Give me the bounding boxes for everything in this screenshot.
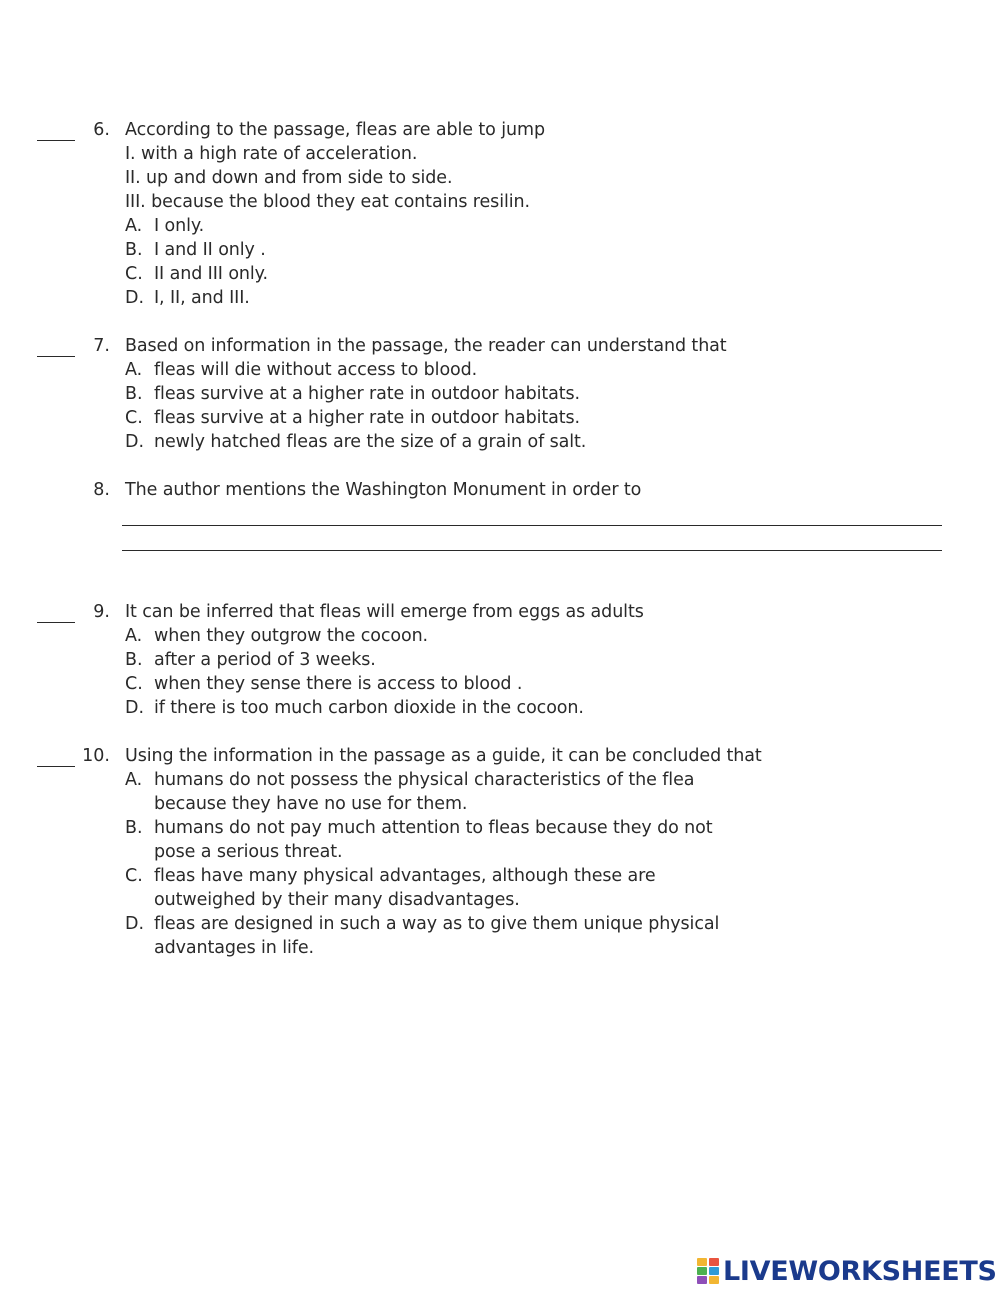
option-text: fleas survive at a higher rate in outdoor habitats. xyxy=(154,384,580,404)
question-stem: The author mentions the Washington Monument in order to xyxy=(125,480,642,500)
liveworksheets-logo xyxy=(697,1256,997,1286)
question-stem: According to the passage, fleas are able to jump xyxy=(125,120,545,140)
option-letter: C. xyxy=(125,866,143,886)
option-text: if there is too much carbon dioxide in the cocoon. xyxy=(154,698,584,718)
logo-blocks-icon xyxy=(697,1258,721,1284)
option-text-continued: advantages in life. xyxy=(154,938,314,958)
option-text: humans do not pay much attention to fleas because they do not xyxy=(154,818,713,838)
option-text-continued: because they have no use for them. xyxy=(154,794,468,814)
option-letter: A. xyxy=(125,360,143,380)
answer-line[interactable] xyxy=(122,525,942,526)
question-stem: Based on information in the passage, the reader can understand that xyxy=(125,336,727,356)
question-number: 7. xyxy=(93,336,110,356)
statement-item: I. with a high rate of acceleration. xyxy=(125,144,418,164)
option-text-continued: outweighed by their many disadvantages. xyxy=(154,890,520,910)
option-text: I, II, and III. xyxy=(154,288,250,308)
answer-blank-q7[interactable] xyxy=(37,356,75,357)
option-letter: A. xyxy=(125,770,143,790)
option-text: I only. xyxy=(154,216,205,236)
option-text: humans do not possess the physical characteristics of the flea xyxy=(154,770,695,790)
option-text: fleas are designed in such a way as to give them unique physical xyxy=(154,914,720,934)
question-stem: It can be inferred that fleas will emerge from eggs as adults xyxy=(125,602,644,622)
option-letter: B. xyxy=(125,384,143,404)
option-text: after a period of 3 weeks. xyxy=(154,650,376,670)
option-text: fleas will die without access to blood. xyxy=(154,360,478,380)
option-letter: B. xyxy=(125,818,143,838)
option-text: when they outgrow the cocoon. xyxy=(154,626,429,646)
option-letter: C. xyxy=(125,408,143,428)
question-number: 9. xyxy=(93,602,110,622)
question-number: 10. xyxy=(82,746,110,766)
option-text: fleas have many physical advantages, although these are xyxy=(154,866,656,886)
question-number: 6. xyxy=(93,120,110,140)
option-letter: B. xyxy=(125,650,143,670)
option-letter: B. xyxy=(125,240,143,260)
answer-line[interactable] xyxy=(122,550,942,551)
option-text: II and III only. xyxy=(154,264,268,284)
option-letter: C. xyxy=(125,674,143,694)
logo-text: LIVEWORKSHEETS xyxy=(723,1255,997,1287)
statement-item: II. up and down and from side to side. xyxy=(125,168,453,188)
answer-blank-q6[interactable] xyxy=(37,140,75,141)
answer-blank-q9[interactable] xyxy=(37,622,75,623)
option-letter: D. xyxy=(125,914,145,934)
answer-blank-q10[interactable] xyxy=(37,766,75,767)
question-stem: Using the information in the passage as a guide, it can be concluded that xyxy=(125,746,762,766)
question-number: 8. xyxy=(93,480,110,500)
option-text: newly hatched fleas are the size of a grain of salt. xyxy=(154,432,587,452)
option-letter: D. xyxy=(125,698,145,718)
option-letter: A. xyxy=(125,216,143,236)
option-letter: D. xyxy=(125,288,145,308)
option-letter: C. xyxy=(125,264,143,284)
option-text: when they sense there is access to blood . xyxy=(154,674,523,694)
option-text: fleas survive at a higher rate in outdoor habitats. xyxy=(154,408,580,428)
option-letter: D. xyxy=(125,432,145,452)
statement-item: III. because the blood they eat contains resilin. xyxy=(125,192,530,212)
option-text-continued: pose a serious threat. xyxy=(154,842,343,862)
option-text: I and II only . xyxy=(154,240,266,260)
option-letter: A. xyxy=(125,626,143,646)
